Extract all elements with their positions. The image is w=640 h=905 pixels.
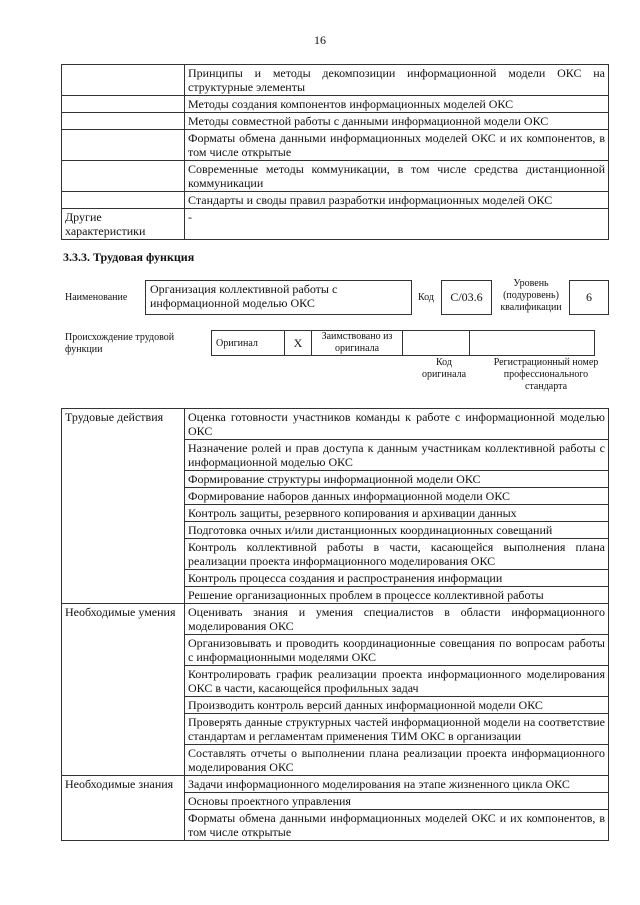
- group-label: Трудовые действия: [62, 409, 185, 604]
- row-value: -: [185, 209, 609, 240]
- row-label: [62, 161, 185, 192]
- registration-number-cell: [470, 331, 595, 356]
- row-label: [62, 113, 185, 130]
- function-name-box: Организация коллективной работы с информационной моделью ОКС: [145, 280, 412, 315]
- row-value: Принципы и методы декомпозиции информационной модели ОКС на структурные элементы: [185, 65, 609, 96]
- top-knowledge-table: [61, 64, 609, 240]
- origin-table: [211, 330, 595, 356]
- function-code-box: С/03.6: [441, 280, 492, 315]
- group-item: Контроль коллективной работы в части, касающейся выполнения плана реализации проекта информационного моделирования ОКС: [185, 539, 609, 570]
- qualification-level-label: Уровень (подуровень) квалификации: [500, 278, 562, 313]
- table-row: [62, 192, 609, 209]
- group-item: Назначение ролей и прав доступа к данным участникам коллективной работы с информационной моделью ОКС: [185, 440, 609, 471]
- group-item: Подготовка очных и/или дистанционных координационных совещаний: [185, 522, 609, 539]
- row-value: Форматы обмена данными информационных моделей ОКС и их компонентов, в том числе открытые: [185, 130, 609, 161]
- table-row: [62, 209, 609, 240]
- table-row: [62, 776, 609, 793]
- group-item: Оценка готовности участников команды к работе с информационной моделью ОКС: [185, 409, 609, 440]
- table-row: [62, 113, 609, 130]
- origin-label: Происхождение трудовой функции: [65, 332, 175, 355]
- group-item: Формирование наборов данных информационной модели ОКС: [185, 488, 609, 505]
- group-item: Формирование структуры информационной модели ОКС: [185, 471, 609, 488]
- table-row: [62, 96, 609, 113]
- row-label: Другие характеристики: [62, 209, 185, 240]
- name-label: Наименование: [65, 292, 128, 303]
- registration-number-caption: Регистрационный номер профессионального стандарта: [493, 357, 599, 392]
- table-row: [62, 604, 609, 635]
- row-label: [62, 192, 185, 209]
- row-label: [62, 65, 185, 96]
- original-label: Оригинал: [212, 331, 285, 356]
- row-value: Стандарты и своды правил разработки информационных моделей ОКС: [185, 192, 609, 209]
- row-label: [62, 130, 185, 161]
- group-label: Необходимые умения: [62, 604, 185, 776]
- group-item: Организовывать и проводить координационные совещания по вопросам работы с информационными моделями ОКС: [185, 635, 609, 666]
- table-row: [62, 130, 609, 161]
- borrowed-label: Заимствовано из оригинала: [312, 331, 403, 356]
- code-label: Код: [418, 292, 434, 303]
- group-item: Производить контроль версий данных информационной модели ОКС: [185, 697, 609, 714]
- original-mark: X: [285, 331, 312, 356]
- group-item: Составлять отчеты о выполнении плана реализации проекта информационного моделирования ОКС: [185, 745, 609, 776]
- group-item: Задачи информационного моделирования на этапе жизненного цикла ОКС: [185, 776, 609, 793]
- qualification-level-box: 6: [569, 280, 609, 315]
- row-value: Методы создания компонентов информационных моделей ОКС: [185, 96, 609, 113]
- table-row: [62, 409, 609, 440]
- group-item: Решение организационных проблем в процессе коллективной работы: [185, 587, 609, 604]
- table-row: [62, 161, 609, 192]
- page-number: 16: [314, 33, 326, 47]
- group-item: Оценивать знания и умения специалистов в области информационного моделирования ОКС: [185, 604, 609, 635]
- group-label: Необходимые знания: [62, 776, 185, 841]
- group-item: Контролировать график реализации проекта информационного моделирования ОКС в части, касающейся профильных задач: [185, 666, 609, 697]
- group-item: Контроль защиты, резервного копирования и архивации данных: [185, 505, 609, 522]
- original-code-cell: [403, 331, 470, 356]
- group-item: Проверять данные структурных частей информационной модели на соответствие стандартам и регламентам применения ТИМ ОКС в организации: [185, 714, 609, 745]
- original-code-caption: Код оригинала: [421, 357, 467, 380]
- table-row: [62, 65, 609, 96]
- section-heading: 3.3.3. Трудовая функция: [63, 250, 195, 264]
- row-value: Методы совместной работы с данными информационной модели ОКС: [185, 113, 609, 130]
- row-label: [62, 96, 185, 113]
- labor-function-table: [61, 408, 609, 841]
- group-item: Форматы обмена данными информационных моделей ОКС и их компонентов, в том числе открытые: [185, 810, 609, 841]
- group-item: Основы проектного управления: [185, 793, 609, 810]
- row-value: Современные методы коммуникации, в том числе средства дистанционной коммуникации: [185, 161, 609, 192]
- group-item: Контроль процесса создания и распространения информации: [185, 570, 609, 587]
